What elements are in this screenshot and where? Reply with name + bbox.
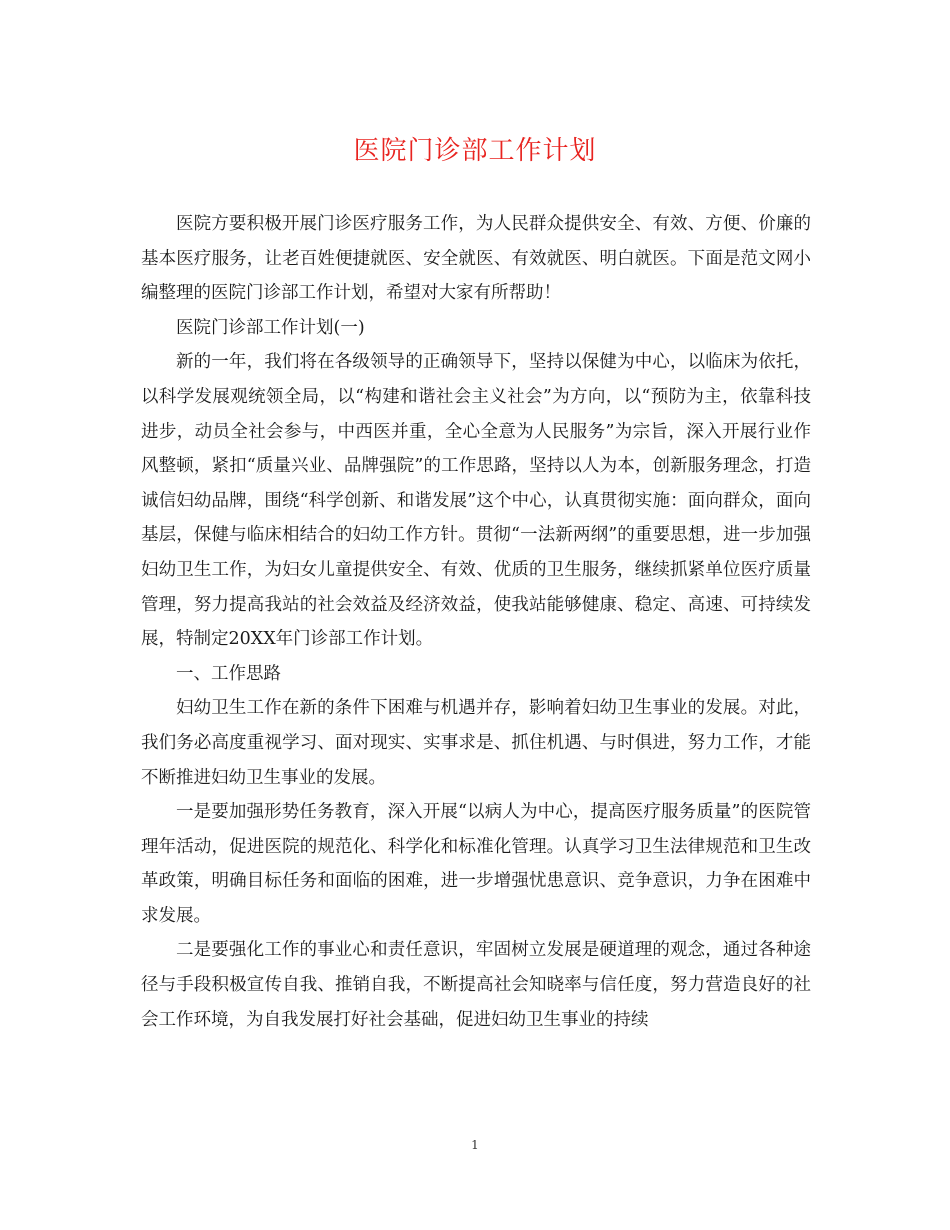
page-number: 1 [471,1138,479,1152]
paragraph-point-two: 二是要强化工作的事业心和责任意识，牢固树立发展是硬道理的观念，通过各种途径与手段积极宣传自我、推销自我，不断提高社会知晓率与信任度，努力营造良好的社会工作环境，为自我发展打好社会基础，促进妇幼卫生事业的持续 [141,940,811,1030]
paragraph-new-year: 新的一年，我们将在各级领导的正确领导下，坚持以保健为中心，以临床为依托，以科学发展观统领全局，以“构建和谐社会主义社会”为方向，以“预防为主，依靠科技进步，动员全社会参与，中西医并重，全心全意为人民服务”为宗旨，深入开展行业作风整顿，紧扣“质量兴业、品牌强院”的工作思路，坚持以人为本，创新服务理念，打造诚信妇幼品牌，围绕“科学创新、和谐发展”这个中心，认真贯彻实施：面向群众，面向基层，保健与临床相结合的妇幼工作方针。贯彻“一法新两纲”的重要思想，进一步加强妇幼卫生工作，为妇女儿童提供安全、有效、优质的卫生服务，继续抓紧单位医疗质量管理，努力提高我站的社会效益及经济效益，使我站能够健康、稳定、高速、可持续发展，特制定20XX年门诊部工作计划。 [141,352,811,650]
paragraph-challenges: 妇幼卫生工作在新的条件下困难与机遇并存，影响着妇幼卫生事业的发展。对此，我们务必高度重视学习、面对现实、实事求是、抓住机遇、与时俱进，努力工作，才能不断推进妇幼卫生事业的发展。 [141,698,811,788]
document-body [141,207,811,1037]
paragraph-point-one: 一是要加强形势任务教育，深入开展“以病人为中心，提高医疗服务质量”的医院管理年活动，促进医院的规范化、科学化和标准化管理。认真学习卫生法律规范和卫生改革政策，明确目标任务和面临的困难，进一步增强忧患意识、竞争意识，力争在困难中求发展。 [141,802,811,926]
section-heading-plan-one: 医院门诊部工作计划(一) [176,317,365,338]
paragraph-intro: 医院方要积极开展门诊医疗服务工作，为人民群众提供安全、有效、方便、价廉的基本医疗服务，让老百姓便捷就医、安全就医、有效就医、明白就医。下面是范文网小编整理的医院门诊部工作计划，希望对大家有所帮助！ [141,214,811,304]
document-title: 医院门诊部工作计划 [353,136,597,166]
section-heading-work-ideas: 一、工作思路 [176,663,281,684]
